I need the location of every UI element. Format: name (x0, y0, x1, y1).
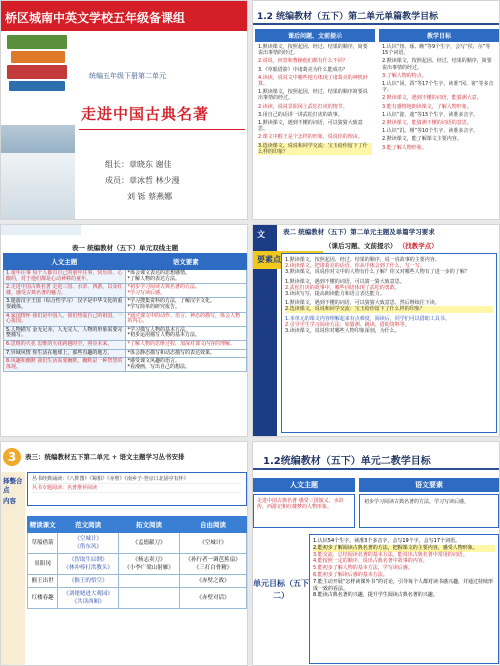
table-row (4, 312, 247, 326)
title-underline (79, 129, 245, 130)
list-item: 3.读读课文，说说你对哪些人物印象深刻，为什么。 (285, 328, 400, 335)
column-header: 语文要素 (359, 478, 499, 492)
list-item: 1.默读课文，遇到不懂的词语，可以猜猜大致意思，然后继续往下读。 (285, 300, 440, 307)
left-column (255, 29, 375, 219)
list-item: 1.默读课文，按照起因、经过、结果的顺序，简要说出事情的经过。 (258, 44, 368, 57)
list-item: 2.武松打虎的故事中，哪些词语体现了武松的勇敢。 (285, 284, 400, 291)
heading-rule (253, 468, 500, 470)
list-item: 3.能有感情地朗读课文，了解人物形象。 (382, 103, 472, 110)
list-item: 3.《草船借箭》中诸葛亮为什么能成功？ (258, 66, 348, 73)
table-cell: 《空城计》 《借东风》 (58, 533, 119, 554)
table-cell: 3.遨游汉字王国（综合性学习） 汉字是中华文化的重要载体。 (4, 298, 126, 312)
side-label-a: 择整合点 (3, 477, 23, 494)
table-cell: *了解人物的思维过程，加深对课文内容的理解。 (125, 340, 247, 349)
list-item: 2.说说，何宽和曹操他们都有什么不同？ (258, 58, 348, 65)
theme-table (3, 253, 247, 372)
slide-title: 表三：统编教材五下第二单元 + 语文主题学习丛书安排 (25, 453, 185, 461)
slide-single-lesson-goals (252, 0, 500, 220)
list-item: 1.认识54个生字，读准3个多音字，会写19个字，会写17个词语。 (313, 538, 461, 544)
list-item: 3.了解人物的特点。 (382, 72, 427, 79)
list-item: 2.默读课文，按照起因、经过、结果的顺序，简要说出事情的经过。 (382, 58, 492, 71)
list-item: 1.默读课文，遇到不懂的词语，可以猜猜大致意思。 (258, 120, 363, 133)
slide-unit-requirements (252, 224, 500, 437)
group-members-2: 刘 铄 蔡燕娜 (127, 192, 173, 201)
side-panel (1, 472, 25, 666)
slide-unit-goals (252, 441, 500, 666)
table-cell: 《智取生辰纲》 《林冲棒打洪教头》 (58, 554, 119, 575)
table-cell (119, 588, 180, 609)
list-item: 1.默读课文，按照起因、经过、结果的顺序，说一说故事的主要内容。 (285, 257, 440, 263)
table-cell: 8.风趣和幽默 我们生活需要幽默，幽默是一种智慧的体现。 (4, 358, 126, 372)
list-item: 2.能初步了解阅读古典名著的方法，把握课文的主要内容，感受人物形象。 (313, 545, 495, 552)
column-header: 语文要素 (125, 254, 247, 270)
table-cell: 2.走进中国古典名著 走进三国、水浒、西游，以及红楼，感受古典名著的魅力。 (4, 284, 126, 298)
table-row (4, 358, 247, 372)
table-cell: 《空城计》 (179, 533, 246, 554)
table-cell: 5.人物描写 金无足赤，人无完人，人物的形象需要完整描写。 (4, 326, 126, 340)
table-row (4, 340, 247, 349)
table-cell: 《赤壁之战》 (179, 575, 246, 588)
list-item: 1.认识“饥、掰”等10个生字，读准多音字。 (382, 128, 479, 135)
group-leader: 组长：章晓东 谢佳 (105, 160, 172, 169)
list-item: 4.读读，说说文中哪些地方体现了诸葛亮的神机妙算。 (258, 74, 368, 88)
table-row (4, 298, 247, 312)
table-cell (119, 575, 180, 588)
side-label-b: 内容 (3, 497, 16, 505)
table-cell: 《孙行者一调芭蕉扇》 《三打白骨精》 (179, 554, 246, 575)
series-box (27, 472, 247, 506)
goal-list (309, 534, 499, 664)
list-item: 2.选读课文，说说和同学交流：宝玉给你留下了什么样的印象？ (285, 306, 493, 312)
table-cell: *初步学习阅读古典名著的方法。 *学习写读后感。 (125, 284, 247, 298)
unit-subtitle: 统编五年级下册第二单元 (89, 72, 166, 80)
table-row (28, 575, 247, 588)
theme-text: 走进中国古典名著 感受三国演义、水浒传、西游记和红楼梦的人物形象。 (253, 494, 355, 528)
list-item: 2.引导学生学习阅读方法：如猜测、跳读、借助资料等。 (285, 321, 410, 328)
list-item: 4.能按照一定的顺序，说出古典名著中故事的内容。 (313, 558, 428, 565)
list-item: 1.认识“泷、遮”等15个生字，读准多音字。 (382, 111, 479, 118)
list-item: 8.能读古典名著的兴趣，提升学生阅读古典名著的兴趣。 (313, 592, 438, 599)
list-item: 3.默读课文，说说你对文中的人物有什么了解？你又对哪些人物有了进一步的了解？ (285, 269, 470, 276)
left-items (255, 42, 375, 159)
table-cell: 草船借箭 (28, 533, 58, 554)
reading-grid (27, 516, 247, 609)
subhead-left: （课后习题、文前提示） (325, 242, 397, 250)
list-item: 2.默读课文，遇到不懂的词语，能猜测大意。 (382, 95, 482, 102)
column-header: 范文阅读 (58, 517, 119, 533)
list-item: 1.本单元的课文内容理解起来有点难度，阅读后，同学们可以借助工具书。 (285, 315, 450, 322)
list-item: 6.能初步了解读后感的基本方法。 (313, 571, 388, 578)
series-line: 丛书经典诵读：《八阵图》《蜀相》《赤壁》《南乡子·登京口北固亭有怀》 (32, 475, 242, 484)
list-item: 1.认识“冈、酉”等17个生字，读准“冈、箸”等多音字。 (382, 81, 494, 94)
right-column (379, 29, 499, 219)
table-row (28, 533, 247, 554)
section-head (325, 241, 438, 250)
side-label: 文 (257, 230, 265, 239)
list-item: 5.能初步了解人物的基本方法，学写读后感。 (313, 565, 413, 572)
list-item: 7.能主动开展“怎样读课外书”的讨论，引导每个人都对读书感兴趣，并通过持续形成一致的看法。 (313, 578, 493, 592)
list-item: 2.课文中猴王是个怎样的形象，说说你的理由。 (258, 134, 363, 141)
slide-title: 表二 统编教材（五下）第二单元主题及单篇学习要求 (283, 228, 435, 236)
list-item: 3.用自己的话讲一讲武松打虎的故事。 (258, 111, 343, 118)
table-cell: *体会静态描写和动态描写的表达效果。 (125, 349, 247, 358)
cover-title: 走进中国古典名著 (81, 105, 210, 123)
table-cell: 《孟德献刀》 (119, 533, 180, 554)
list-item: 2.读读，说说景阳冈上武松打虎的情节。 (258, 103, 348, 110)
table-cell: 6.思维的火花 思维的火花跨越时空，照亮未来。 (4, 340, 126, 349)
table-cell: 《杨志卖刀》 《小李广梁山射雁》 (119, 554, 180, 575)
table-cell: 《刘姥姥进大观园》 《共读西厢》 (58, 588, 119, 609)
subhead-right: （找教学点） (398, 242, 438, 250)
table-cell: 猴王出世 (28, 575, 58, 588)
left-column-header: 课后问题、文前提示 (255, 29, 375, 42)
list-item: 3.能交流、总结阅读名著的基本方法，能说出古典名著中常用的词语。 (313, 551, 468, 558)
column-header: 人文主题 (253, 478, 355, 492)
column-header: 精读课文 (28, 517, 58, 533)
section-number: 3 (3, 448, 21, 466)
table-cell: *通过课文中的动作、语言、神态的描写，体会人物的内心。 (125, 312, 247, 326)
table-cell: *体会课文表达的思想感情。 *了解人物的表达方法。 (125, 270, 247, 284)
series-line: 丛书专题阅读：名著推荐阅读 (32, 484, 242, 493)
list-item: 2.读读课文，把诸葛亮的话语，你从中体会到了什么，写一写。 (285, 263, 425, 270)
table-row (4, 284, 247, 298)
corner-tag (1, 225, 81, 235)
element-tag: 要素点 (253, 251, 323, 269)
table-row (28, 588, 247, 609)
goal-label: 单元目标（五下二） (253, 579, 309, 600)
list-item: 2.默读课文，能猜测不懂的词语的意思。 (382, 120, 472, 127)
list-item: 1.默读课文，按照起因、经过、结果的顺序简要说出事情的经过。 (258, 89, 368, 102)
right-items (379, 42, 499, 155)
school-banner: 桥区城南中英文学校五年级备课组 (1, 1, 248, 31)
group-members: 成员：章冰哲 林少漫 (105, 176, 180, 185)
list-item: 3.选读课文，说说和同学交流：宝玉给你留下了什么样的印象？ (258, 143, 372, 155)
table-row (4, 270, 247, 284)
list-item: 3.读读写写，提高朗读能力和语言表达能力。 (285, 291, 385, 298)
table-row (4, 349, 247, 358)
column-header: 人文主题 (4, 254, 126, 270)
table-cell: 景阳冈 (28, 554, 58, 575)
table-cell: 7.异域风情 你生活在地球上，那些有趣的地方。 (4, 349, 126, 358)
table-cell: 《赤壁对话》 (179, 588, 246, 609)
slide-title: 1.2统编教材（五下）单元二教学目标 (263, 456, 431, 467)
heading-rule (253, 23, 500, 25)
slide-heading: 1.2 统编教材（五下）第二单元单篇教学目标 (257, 12, 439, 22)
table-cell: 《猴王的悟空》 (58, 575, 119, 588)
list-item: 1.默读课文，遇到不懂的词语，可以猜一猜大致意思。 (285, 278, 405, 285)
column-header: 拓文阅读 (119, 517, 180, 533)
slide-book-series (0, 441, 248, 666)
list-item: 1.认识“妞、琢、瞧”等9个生字，会写“侯、尔”等15个词语。 (382, 44, 491, 57)
right-column-header: 教学目标 (379, 29, 499, 42)
requirements-box (281, 253, 497, 433)
list-item: 2.默读课文，能了解课文主要内容。 (382, 136, 462, 143)
table-row (28, 554, 247, 575)
table-title: 表一 统编教材（五下）单元双线主题 (71, 244, 179, 252)
table-cell: 4.家国情怀 我们是中国人，我们热爱自己的祖国，一心报国。 (4, 312, 126, 326)
slide-dual-theme-table (0, 224, 248, 437)
books-illustration (1, 35, 73, 185)
table-row (4, 326, 247, 340)
table-cell: *学习搜集资料的方法，了解汉字文化。 *学写简单的研究报告。 (125, 298, 247, 312)
slide-cover (0, 0, 248, 220)
table-cell: 1.童年往事 每个人都有自己的童年往事，快乐的、心酸的，对于他们都是心动神移的童年。 (4, 270, 126, 284)
table-cell: 红楼春趣 (28, 588, 58, 609)
column-header: 自由阅读 (179, 517, 246, 533)
list-item: 3.能了解人物形象。 (382, 144, 427, 151)
element-text: 初步学习阅读古典名著的方法。学习写读后感。 (359, 494, 499, 528)
table-cell: *学习描写人物的基本方法。 *初步运用描写人物的基本方法。 (125, 326, 247, 340)
table-cell: *感受课文风趣的语言。 *看漫画，写出自己的想法。 (125, 358, 247, 372)
